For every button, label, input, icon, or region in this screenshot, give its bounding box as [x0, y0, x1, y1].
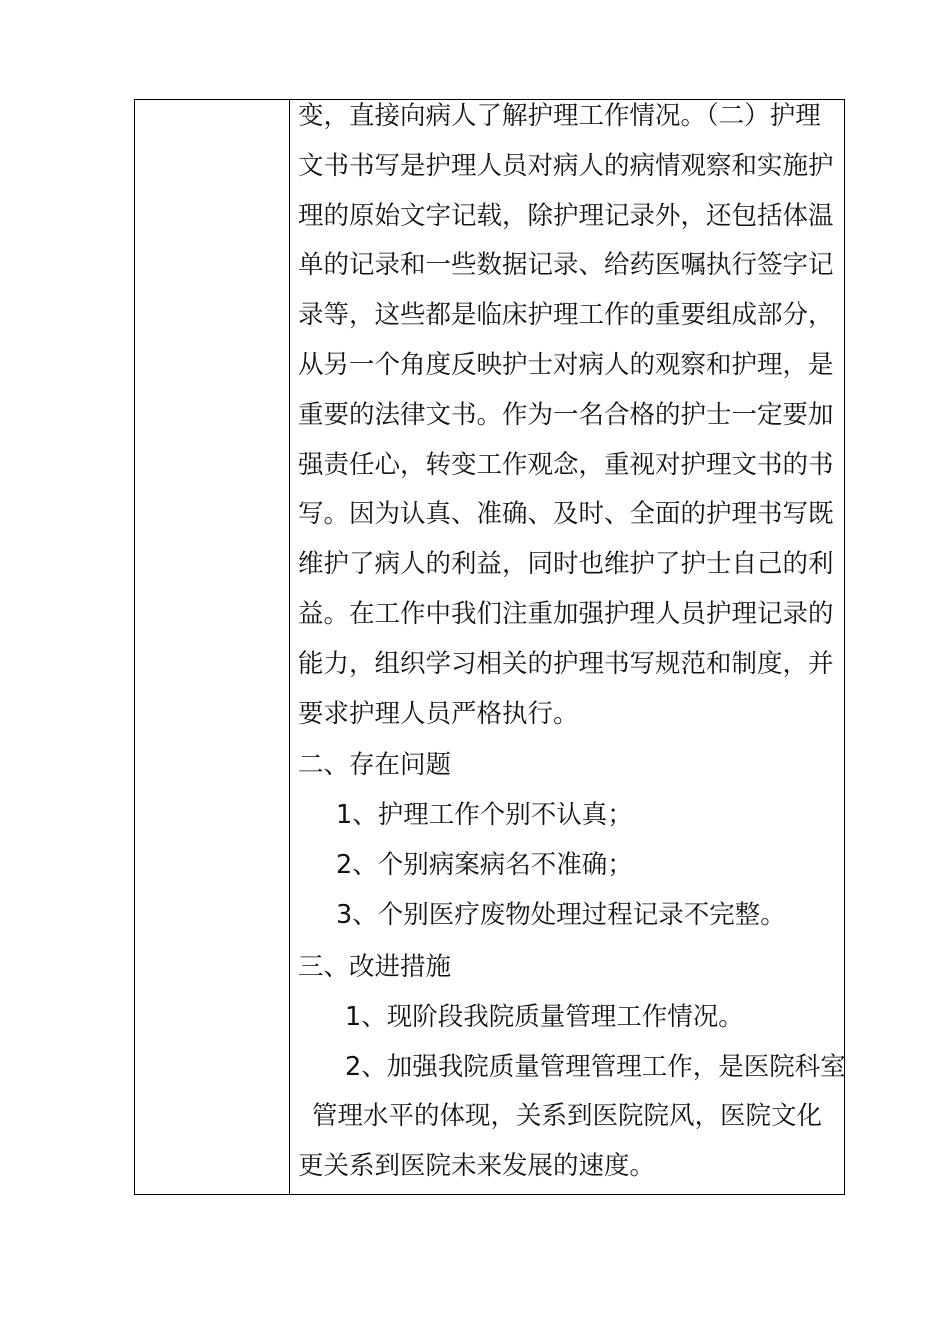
problem-item: 3、个别医疗废物处理过程记录不完整。: [336, 899, 786, 930]
text-line: 强责任心，转变工作观念，重视对护理文书的书: [298, 449, 834, 480]
improvement-item-continued: 更关系到医院未来发展的速度。: [298, 1151, 656, 1182]
text-line: 要求护理人员严格执行。: [298, 698, 579, 729]
text-line: 从另一个角度反映护士对病人的观察和护理，是: [298, 349, 834, 380]
text-line: 变，直接向病人了解护理工作情况。（二）护理: [298, 101, 821, 131]
text-line: 益。在工作中我们注重加强护理人员护理记录的: [298, 598, 834, 629]
text-line: 写。因为认真、准确、及时、全面的护理书写既: [298, 499, 834, 530]
section-heading-improvements: 三、改进措施: [298, 951, 452, 982]
text-line: 理的原始文字记载，除护理记录外，还包括体温: [298, 200, 834, 231]
problem-item: 2、个别病案病名不准确；: [336, 850, 633, 881]
paragraph-nursing-documents: [298, 92, 838, 739]
improvement-item-continued: 管理水平的体现，关系到医院院风，医院文化: [312, 1101, 823, 1132]
text-line: 单的记录和一些数据记录、给药医嘱执行签字记: [298, 250, 834, 281]
text-line: 能力，组织学习相关的护理书写规范和制度，并: [298, 648, 834, 679]
text-line: 重要的法律文书。作为一名合格的护士一定要加: [298, 399, 834, 430]
section-heading-problems: 二、存在问题: [298, 750, 452, 781]
improvement-item: 1、现阶段我院质量管理工作情况。: [345, 1001, 744, 1032]
text-line: 录等，这些都是临床护理工作的重要组成部分，: [298, 300, 834, 331]
column-divider: [289, 100, 290, 1194]
improvement-item: 2、加强我院质量管理管理工作，是医院科室: [345, 1051, 846, 1082]
text-line: 文书书写是护理人员对病人的病情观察和实施护: [298, 150, 834, 181]
table-right-cell-content: [298, 92, 846, 1192]
problem-item: 1、护理工作个别不认真；: [336, 800, 633, 831]
text-line: 维护了病人的利益，同时也维护了护士自己的利: [298, 549, 834, 580]
